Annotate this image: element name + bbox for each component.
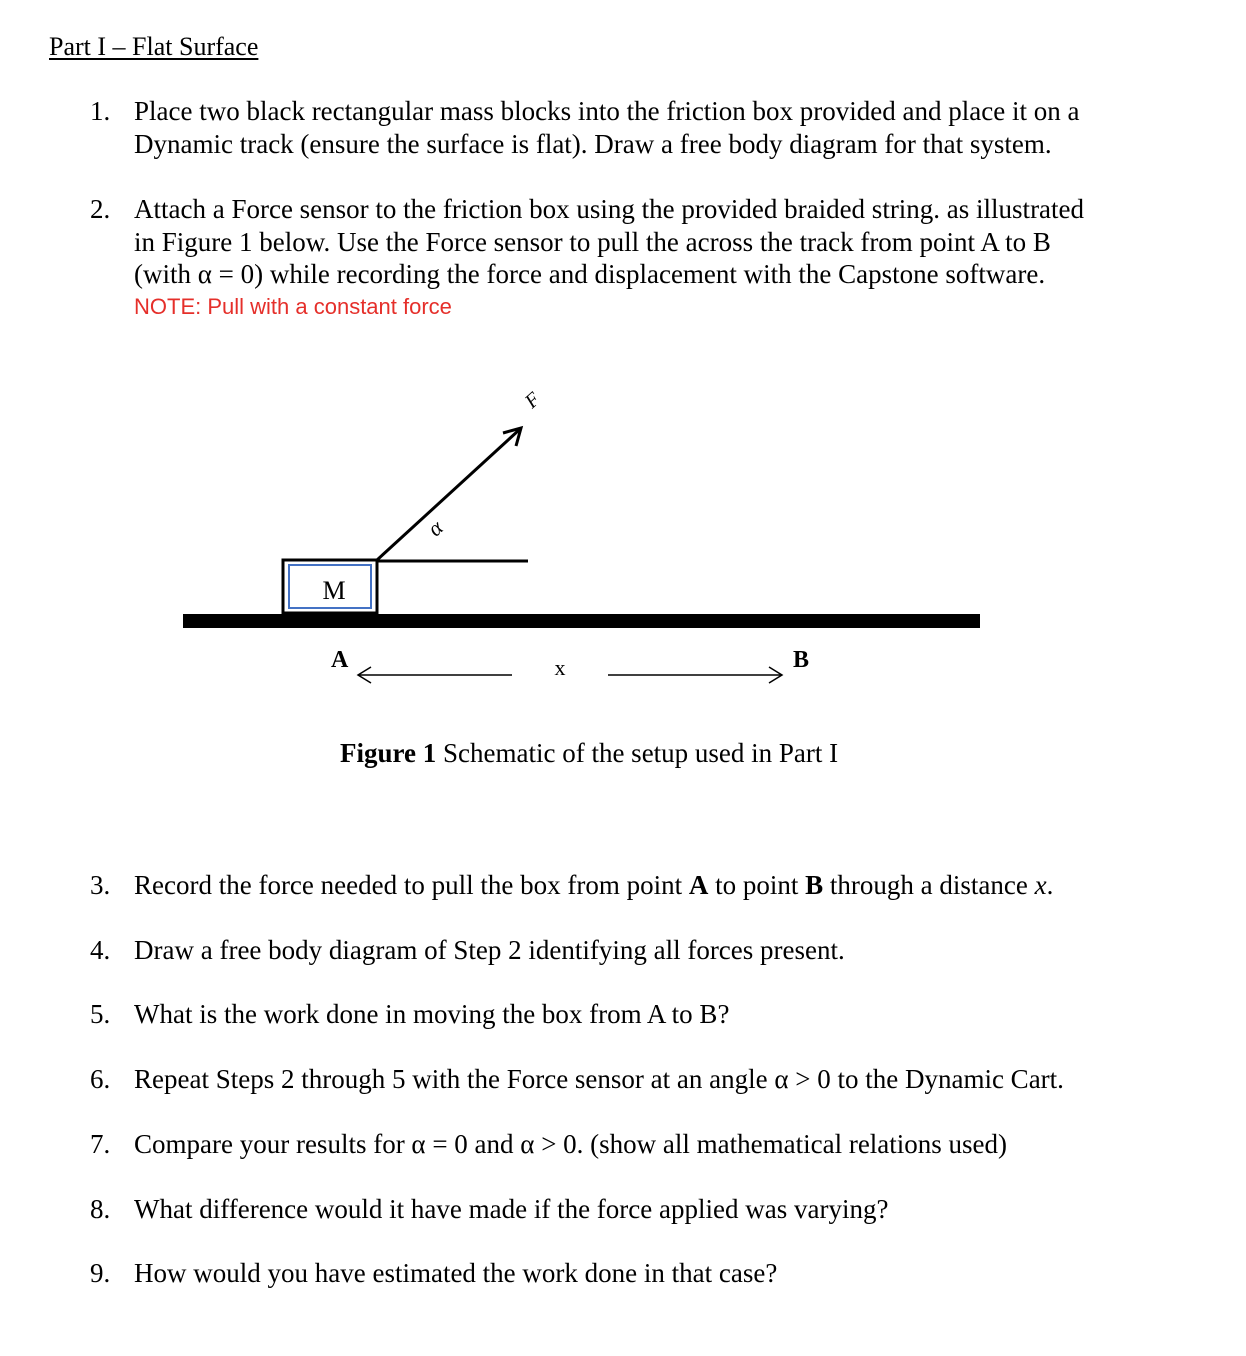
force-label: F bbox=[520, 388, 545, 413]
step-3 bbox=[90, 869, 1190, 902]
step-1-line-2: Dynamic track (ensure the surface is flat). Draw a free body diagram for that system. bbox=[134, 128, 1052, 159]
point-b-label: B bbox=[793, 647, 810, 673]
figure-caption bbox=[340, 738, 838, 769]
figure-caption-text: Schematic of the setup used in Part I bbox=[436, 738, 839, 768]
step-4-text: Draw a free body diagram of Step 2 identifying all forces present. bbox=[134, 935, 845, 965]
step-number: 3. bbox=[90, 870, 111, 900]
step-5 bbox=[90, 998, 1190, 1031]
step-1 bbox=[90, 95, 1190, 160]
figure-caption-label: Figure 1 bbox=[340, 738, 437, 768]
dynamic-track bbox=[183, 614, 980, 628]
step-3-text: . bbox=[1046, 870, 1054, 900]
step-3-text: through a distance bbox=[823, 870, 1035, 900]
mass-label: M bbox=[322, 576, 346, 605]
step-7-text: Compare your results for α = 0 and α > 0. (show all mathematical relations used) bbox=[134, 1129, 1008, 1159]
step-number: 4. bbox=[90, 935, 111, 965]
step-7 bbox=[90, 1128, 1190, 1161]
angle-label: α bbox=[422, 514, 448, 542]
step-2-line-1: Attach a Force sensor to the friction box using the provided braided string. as illustrated bbox=[134, 194, 1085, 224]
step-number: 1. bbox=[90, 96, 111, 126]
constant-force-note: NOTE: Pull with a constant force bbox=[134, 293, 452, 319]
force-vector-line bbox=[377, 430, 519, 560]
point-a-ref: A bbox=[688, 870, 709, 900]
step-number: 7. bbox=[90, 1129, 111, 1159]
step-1-line-1: Place two black rectangular mass blocks into the friction box provided and place it on a bbox=[134, 96, 1080, 126]
step-9 bbox=[90, 1257, 1190, 1290]
step-number: 6. bbox=[90, 1064, 111, 1094]
step-8 bbox=[90, 1193, 1190, 1226]
step-4 bbox=[90, 934, 1190, 967]
section-heading: Part I – Flat Surface bbox=[49, 32, 259, 61]
step-number: 8. bbox=[90, 1194, 111, 1224]
point-b-ref: B bbox=[805, 870, 824, 900]
point-a-label: A bbox=[331, 647, 349, 673]
step-6 bbox=[90, 1063, 1190, 1096]
step-2-line-2: in Figure 1 below. Use the Force sensor to pull the across the track from point A to B bbox=[134, 226, 1051, 257]
distance-label: x bbox=[554, 655, 566, 680]
distance-ref: x bbox=[1034, 870, 1047, 900]
step-number: 5. bbox=[90, 999, 111, 1029]
step-3-text: Record the force needed to pull the box from point bbox=[134, 870, 689, 900]
step-2-line-3: (with α = 0) while recording the force and displacement with the Capstone software. bbox=[134, 259, 1046, 289]
setup-schematic bbox=[0, 380, 1246, 700]
step-9-text: How would you have estimated the work done in that case? bbox=[134, 1258, 778, 1288]
step-2 bbox=[90, 193, 1190, 323]
step-3-text: to point bbox=[708, 870, 806, 900]
step-number: 2. bbox=[90, 194, 111, 224]
step-6-text: Repeat Steps 2 through 5 with the Force sensor at an angle α > 0 to the Dynamic Cart. bbox=[134, 1064, 1064, 1094]
step-8-text: What difference would it have made if the force applied was varying? bbox=[134, 1194, 889, 1224]
step-5-text: What is the work done in moving the box from A to B? bbox=[134, 999, 730, 1029]
step-number: 9. bbox=[90, 1258, 111, 1288]
